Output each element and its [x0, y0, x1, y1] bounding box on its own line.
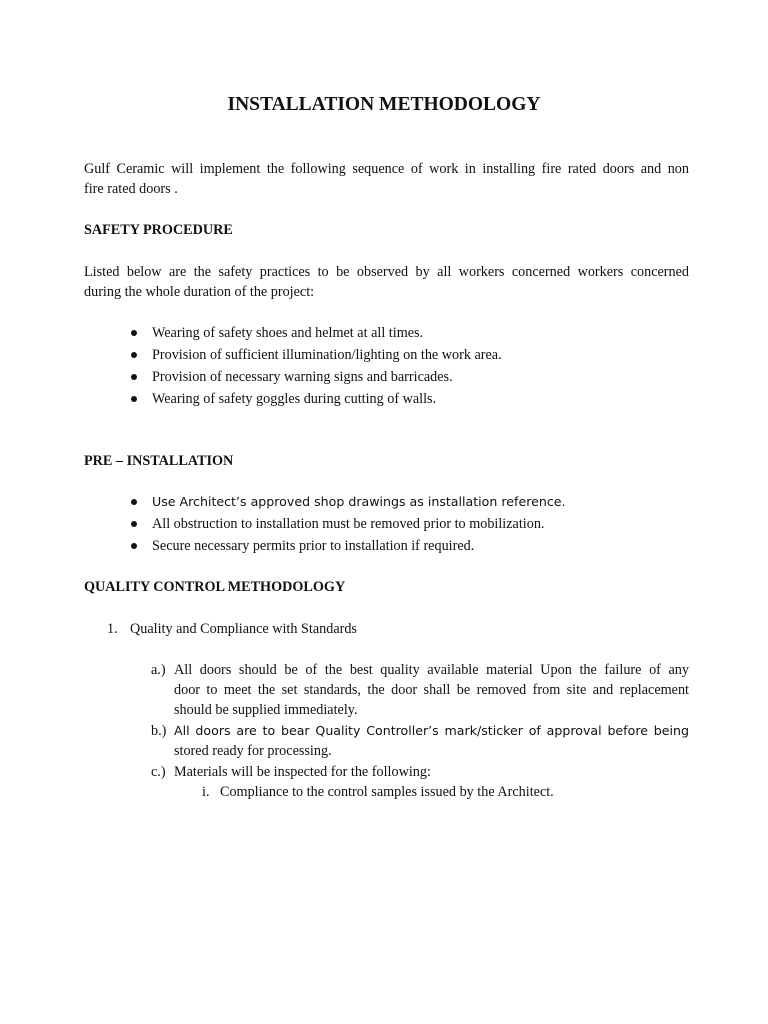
- bullet-icon: [130, 368, 138, 376]
- safety-item: Provision of sufficient illumination/lighting on the work area.: [152, 347, 502, 363]
- sub-item-b-line-2: stored ready for processing.: [174, 743, 332, 759]
- bullet-icon: [130, 324, 138, 332]
- sub-sub-item-i: Compliance to the control samples issued by the Architect.: [220, 784, 554, 800]
- bullet-icon: [130, 493, 138, 501]
- safety-paragraph-line-1: Listed below are the safety practices to be observed by all workers concerned workers concerned: [84, 264, 689, 280]
- bullet-icon: [130, 390, 138, 398]
- document-title: INSTALLATION METHODOLOGY: [227, 94, 541, 115]
- sub-item-b-line-1: All doors are to bear Quality Controller’s mark/sticker of approval before being: [174, 723, 689, 738]
- safety-item: Wearing of safety goggles during cutting of walls.: [152, 391, 437, 407]
- safety-item: Wearing of safety shoes and helmet at all times.: [152, 325, 424, 341]
- bullet-icon: [130, 346, 138, 354]
- intro-line-2: fire rated doors .: [84, 181, 178, 197]
- pre-installation-heading: PRE – INSTALLATION: [84, 453, 234, 469]
- sub-sub-item-label-i: i.: [202, 784, 210, 800]
- sub-item-a-line-2: door to meet the set standards, the door shall be removed from site and replacement: [174, 682, 689, 698]
- quality-control-heading: QUALITY CONTROL METHODOLOGY: [84, 579, 346, 595]
- safety-item: Provision of necessary warning signs and barricades.: [152, 369, 453, 385]
- sub-item-c-line-1: Materials will be inspected for the following:: [174, 764, 431, 780]
- sub-item-label-b: b.): [151, 723, 167, 739]
- list-number: 1.: [107, 621, 118, 637]
- quality-item-1: Quality and Compliance with Standards: [130, 621, 357, 637]
- sub-item-a-line-3: should be supplied immediately.: [174, 702, 358, 718]
- pre-installation-item: All obstruction to installation must be removed prior to mobilization.: [152, 516, 545, 532]
- sub-item-label-a: a.): [151, 662, 166, 678]
- sub-item-a-line-1: All doors should be of the best quality available material Upon the failure of any: [174, 662, 689, 678]
- pre-installation-item: Secure necessary permits prior to installation if required.: [152, 538, 475, 554]
- safety-heading: SAFETY PROCEDURE: [84, 222, 233, 238]
- pre-installation-item: Use Architect’s approved shop drawings as installation reference.: [152, 494, 566, 509]
- bullet-icon: [130, 537, 138, 545]
- intro-line-1: Gulf Ceramic will implement the following sequence of work in installing fire rated doors and non: [84, 161, 689, 177]
- safety-paragraph-line-2: during the whole duration of the project:: [84, 284, 315, 300]
- sub-item-label-c: c.): [151, 764, 166, 780]
- bullet-icon: [130, 515, 138, 523]
